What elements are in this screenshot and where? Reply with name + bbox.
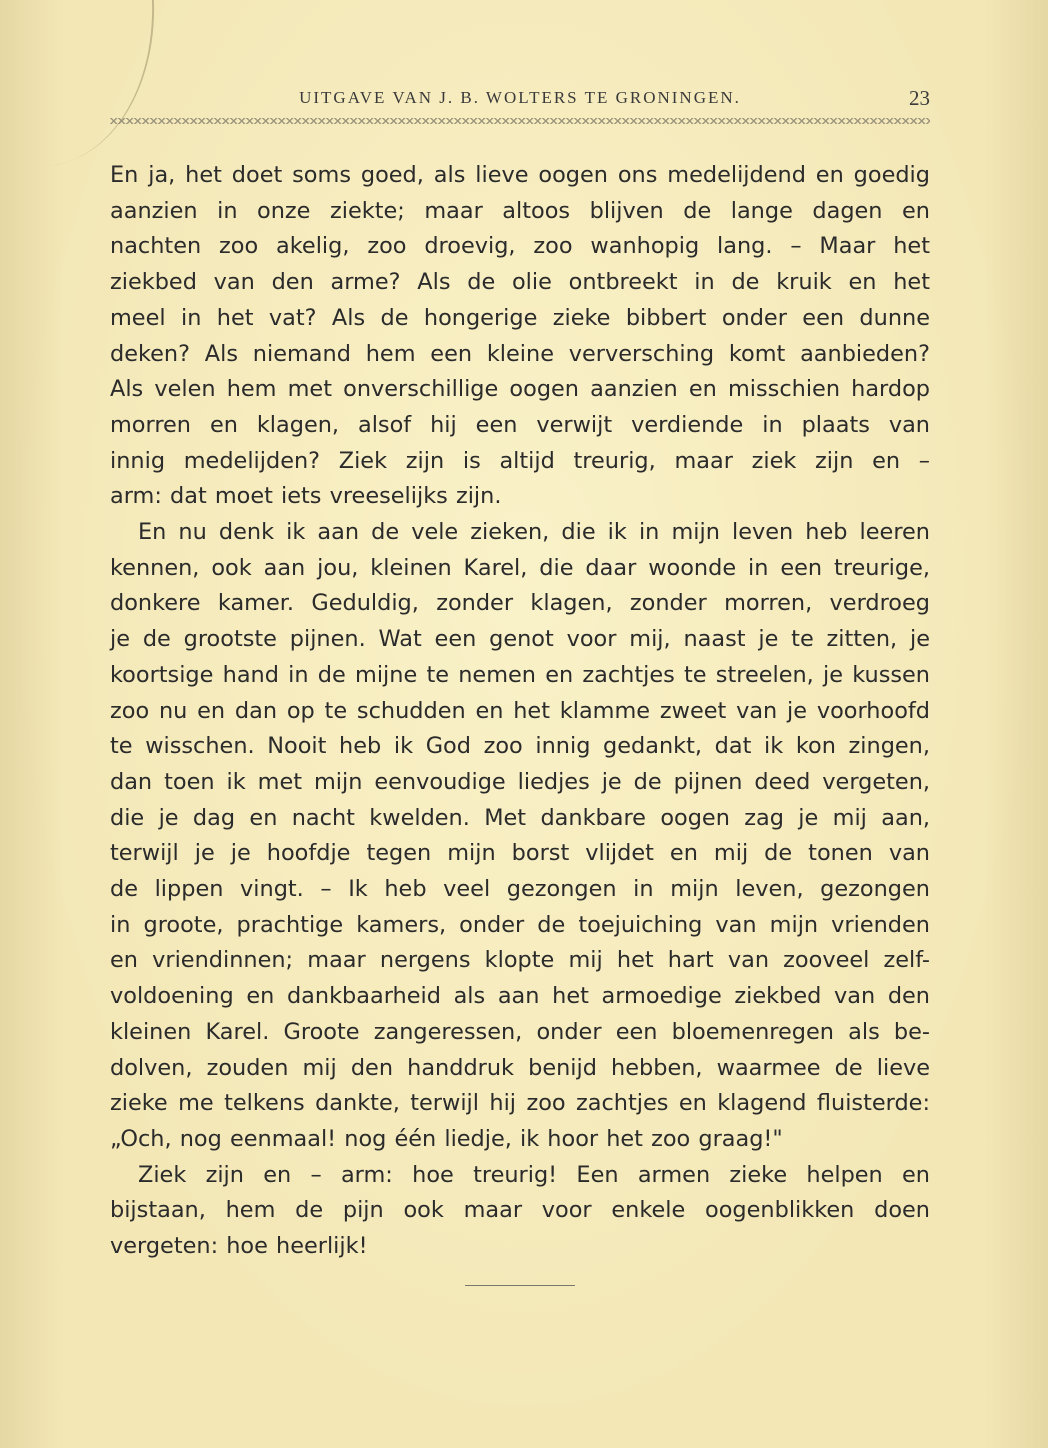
text-line: voldoening en dankbaarheid als aan het armoedige ziekbed van den bbox=[110, 983, 930, 1010]
text-line: En ja, het doet soms goed, als lieve oogen ons medelijdend en goedig bbox=[110, 162, 930, 188]
text-line: zoo nu en dan op te schudden en het klamme zweet van je voorhoofd bbox=[110, 697, 930, 724]
header-ornamental-rule bbox=[110, 118, 930, 124]
text-line: dolven, zouden mij den handdruk benijd hebben, waarmee de lieve bbox=[110, 1054, 930, 1081]
page-fold-mark bbox=[31, 0, 170, 166]
body-text bbox=[110, 158, 930, 1265]
text-line: innig medelijden? Ziek zijn is altijd treurig, maar ziek zijn en – bbox=[110, 447, 930, 474]
end-rule bbox=[465, 1285, 575, 1286]
text-line: terwijl je je hoofdje tegen mijn borst vlijdet en mij de tonen van bbox=[110, 840, 930, 867]
text-line: bijstaan, hem de pijn ook maar voor enkele oogenblikken doen bbox=[110, 1197, 930, 1224]
paragraph-3 bbox=[110, 1158, 930, 1265]
text-line: dan toen ik met mijn eenvoudige liedjes je de pijnen deed vergeten, bbox=[110, 768, 930, 795]
paragraph-1 bbox=[110, 158, 930, 515]
paragraph-2 bbox=[110, 515, 930, 1158]
text-line: en vriendinnen; maar nergens klopte mij het hart van zooveel zelf- bbox=[110, 947, 930, 974]
text-line: arm: dat moet iets vreeselijks zijn. bbox=[110, 483, 502, 510]
running-title: UITGAVE VAN J. B. WOLTERS TE GRONINGEN. bbox=[299, 88, 741, 107]
text-line: zieke me telkens dankte, terwijl hij zoo zachtjes en klagend fluisterde: bbox=[110, 1090, 930, 1117]
text-line: kleinen Karel. Groote zangeressen, onder een bloemenregen als be- bbox=[110, 1018, 930, 1045]
text-line: „Och, nog eenmaal! nog één liedje, ik hoor het zoo graag!" bbox=[110, 1125, 783, 1152]
text-line: morren en klagen, alsof hij een verwijt verdiende in plaats van bbox=[110, 411, 930, 438]
page-number: 23 bbox=[909, 86, 930, 110]
text-line: donkere kamer. Geduldig, zonder klagen, zonder morren, verdroeg bbox=[110, 590, 930, 617]
text-line: in groote, prachtige kamers, onder de toejuiching van mijn vrienden bbox=[110, 911, 930, 938]
text-line: aanzien in onze ziekte; maar altoos blijven de lange dagen en bbox=[110, 197, 930, 224]
text-line: nachten zoo akelig, zoo droevig, zoo wanhopig lang. – Maar het bbox=[110, 233, 930, 260]
text-line: deken? Als niemand hem een kleine verversching komt aanbieden? bbox=[110, 340, 930, 367]
text-line: Als velen hem met onverschillige oogen aanzien en misschien hardop bbox=[110, 376, 930, 403]
text-line: vergeten: hoe heerlijk! bbox=[110, 1233, 368, 1260]
text-line: meel in het vat? Als de hongerige zieke bibbert onder een dunne bbox=[110, 304, 930, 331]
text-line: kennen, ook aan jou, kleinen Karel, die daar woonde in een treurige, bbox=[110, 554, 930, 581]
text-line: Ziek zijn en – arm: hoe treurig! Een armen zieke helpen en bbox=[138, 1161, 930, 1188]
text-line: de lippen vingt. – Ik heb veel gezongen in mijn leven, gezongen bbox=[110, 876, 930, 903]
text-line: te wisschen. Nooit heb ik God zoo innig gedankt, dat ik kon zingen, bbox=[110, 733, 930, 760]
running-head bbox=[110, 88, 930, 132]
text-line: je de grootste pijnen. Wat een genot voor mij, naast je te zitten, je bbox=[110, 626, 930, 653]
text-line: ziekbed van den arme? Als de olie ontbreekt in de kruik en het bbox=[110, 269, 930, 296]
text-line: En nu denk ik aan de vele zieken, die ik in mijn leven heb leeren bbox=[138, 519, 930, 546]
text-line: koortsige hand in de mijne te nemen en zachtjes te streelen, je kussen bbox=[110, 661, 930, 688]
text-line: die je dag en nacht kwelden. Met dankbare oogen zag je mij aan, bbox=[110, 804, 930, 831]
